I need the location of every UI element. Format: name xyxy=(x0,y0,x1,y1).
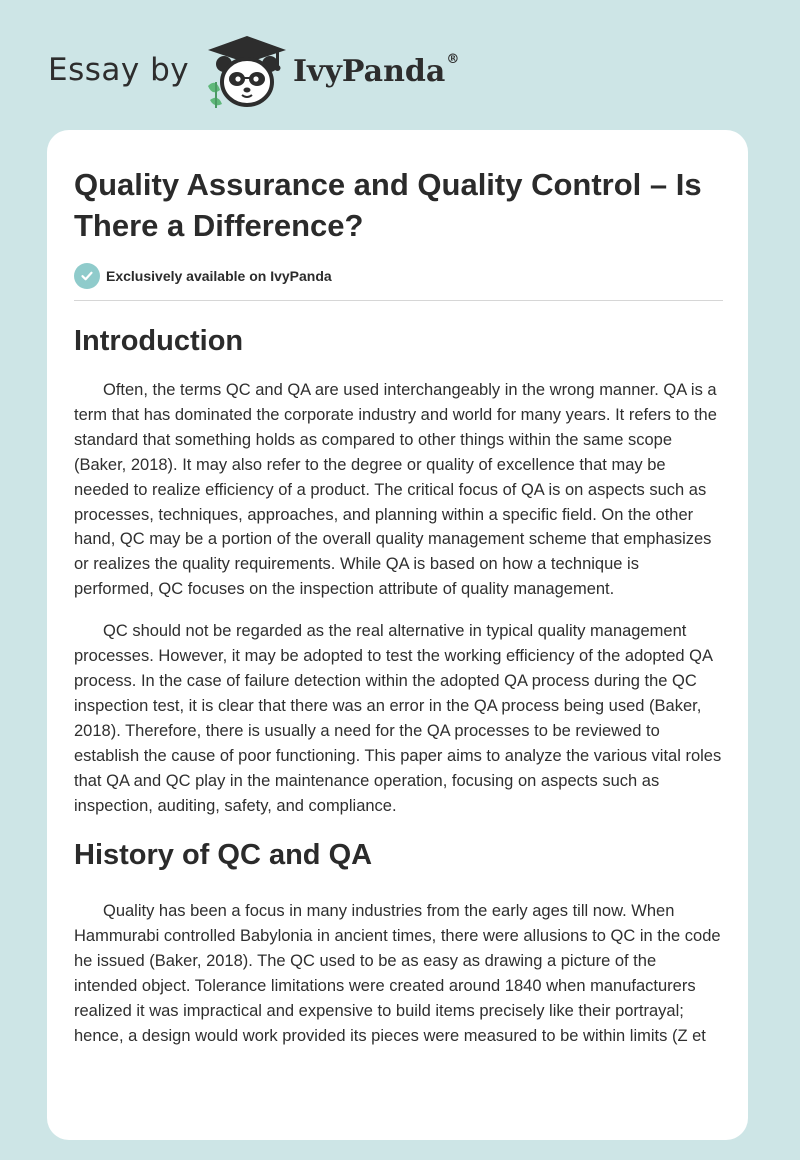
paragraph: Often, the terms QC and QA are used interchangeably in the wrong manner. QA is a term that has dominated the corporate industry and world for many years. It refers to the standard that something holds as compared to other things within the same scope (Baker, 2018). It may also refer to the degree or quality of excellence that may be needed to realize efficiency of a product. The critical focus of QA is on aspects such as processes, techniques, approaches, and planning within a specific field. On the other hand, QC may be a portion of the overall quality management scheme that emphasizes or realizes the quality requirements. While QA is based on how a technique is performed, QC focuses on the inspection attribute of quality management. xyxy=(74,381,717,599)
paragraph: Quality has been a focus in many industries from the early ages till now. When Hammurabi controlled Babylonia in ancient times, there were allusions to QC in the code he issued (Baker, 2018). The QC used to be as easy as drawing a picture of the intended object. Tolerance limitations were created around 1840 when manufacturers realized it was impractical and expensive to build items precisely like their portrayal; hence, a design would work provided its pieces were measured to be within limits (Z et xyxy=(74,902,721,1045)
section-heading-introduction: Introduction xyxy=(74,325,244,357)
exclusive-label: Exclusively available on IvyPanda xyxy=(106,268,332,284)
paragraph: QC should not be regarded as the real alternative in typical quality management processes. However, it may be adopted to test the working efficiency of the adopted QA process. In the case of failure detection within the adopted QA process during the QC inspection test, it is clear that there was an error in the QA process being used (Baker, 2018). Therefore, there is usually a need for the QA processes to be reviewed to establish the cause of poor functioning. This paper aims to analyze the various vital roles that QA and QC play in the maintenance operation, focusing on aspects such as inspection, auditing, safety, and compliance. xyxy=(74,622,722,815)
page-title: Quality Assurance and Quality Control – Is There a Difference? xyxy=(74,167,702,243)
divider xyxy=(74,300,723,301)
section-heading-history: History of QC and QA xyxy=(74,839,373,872)
essay-card xyxy=(47,130,748,1140)
ivypanda-wordmark: IvyPanda® xyxy=(293,52,460,89)
panda-graduate-logo-icon xyxy=(202,34,292,110)
site-header-brand[interactable] xyxy=(48,30,478,110)
check-circle-icon xyxy=(74,263,100,289)
essay-by-label: Essay by xyxy=(48,52,190,88)
essay-content xyxy=(74,164,723,1049)
exclusive-badge xyxy=(74,262,723,290)
